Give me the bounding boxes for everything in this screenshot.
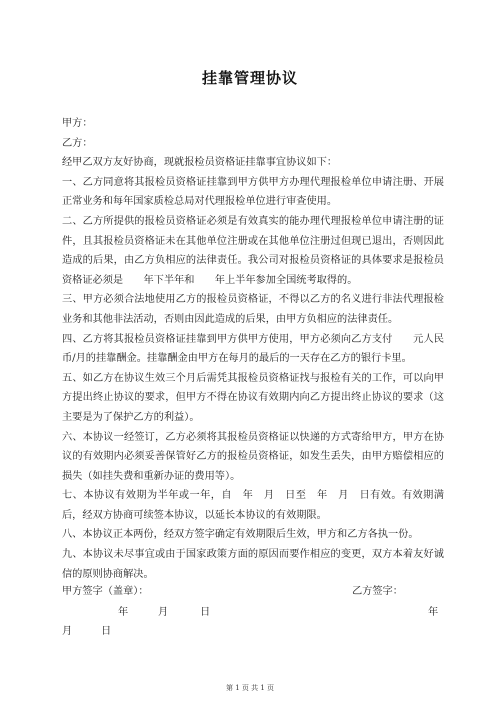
party-b-date-month: 月 <box>62 626 73 637</box>
party-a-date-year: 年 <box>118 607 129 618</box>
signature-row <box>62 582 444 598</box>
clause-3: 三、甲方必须合法地使用乙方的报检员资格证，不得以乙方的名义进行非法代理报检业务和其他非法活动，否则由因此造成的后果，由甲方负相应的法律责任。 <box>62 294 444 325</box>
clause-5: 五、如乙方在协议生效三个月后需凭其报检员资格证找与报检有关的工作，可以向甲方提出终止协议的要求，但甲方不得在协议有效期内向乙方提出终止协议的要求（这主要是为了保护乙方的利益）。 <box>62 372 444 423</box>
clause-7: 七、本协议有效期为半年或一年，自 年 月 日至 年 月 日有效。有效期满后，经双方协商可续签本协议，以延长本协议的有效期限。 <box>62 490 444 521</box>
party-b-date-row <box>62 622 444 638</box>
party-a-date-day: 日 <box>200 607 211 618</box>
party-a-date-month: 月 <box>158 607 169 618</box>
clause-9: 九、本协议未尽事宜或由于国家政策方面的原因而要作相应的变更，双方本着友好诚信的原则协商解决。 <box>62 549 444 580</box>
clause-1: 一、乙方同意将其报检员资格证挂靠到甲方供甲方办理代理报检单位申请注册、开展正常业务和每年国家质检总局对代理报检单位进行审查使用。 <box>62 176 444 208</box>
party-a-signature-label: 甲方签字（盖章）： <box>62 586 149 597</box>
party-b-line: 乙方： <box>62 137 93 149</box>
page-number-footer: 第 1 页 共 1 页 <box>225 684 275 692</box>
preamble: 经甲乙双方友好协商，现就报检员资格证挂靠事宜协议如下： <box>62 157 338 169</box>
clause-4: 四、乙方将其报检员资格证挂靠到甲方供甲方使用，甲方必须向乙方支付 元人民币/月的挂靠酬金。挂靠酬金由甲方在每月的最后的一天存在乙方的银行卡里。 <box>62 333 444 365</box>
document-title: 挂靠管理协议 <box>201 69 298 87</box>
party-a-date-row <box>62 603 444 619</box>
party-b-signature-label: 乙方签字： <box>352 586 403 597</box>
clause-6: 六、本协议一经签订，乙方必须将其报检员资格证以快递的方式寄给甲方，甲方在协议的有效期内必须妥善保管好乙方的报检员资格证，如发生丢失，由甲方赔偿相应的损失（如挂失费和重新办证的费用等）。 <box>62 431 444 482</box>
clause-2: 二、乙方所提供的报检员资格证必须是有效真实的能办理代理报检单位申请注册的证件，且其报检员资格证未在其他单位注册或在其他单位注册过但现已退出，否则因此造成的后果，由乙方负相应的法律责任。我公司对报检员资格证的具体要求是报检员资格证必须是 年下半年和 年上半年参加全国统考取得的。 <box>62 215 444 286</box>
party-b-date-day: 日 <box>101 626 112 637</box>
party-b-date-year: 年 <box>428 607 439 618</box>
agreement-body <box>62 114 444 584</box>
clause-8: 八、本协议正本两份，经双方签字确定有效期限后生效，甲方和乙方各执一份。 <box>62 529 419 541</box>
party-a-line: 甲方： <box>62 118 93 129</box>
